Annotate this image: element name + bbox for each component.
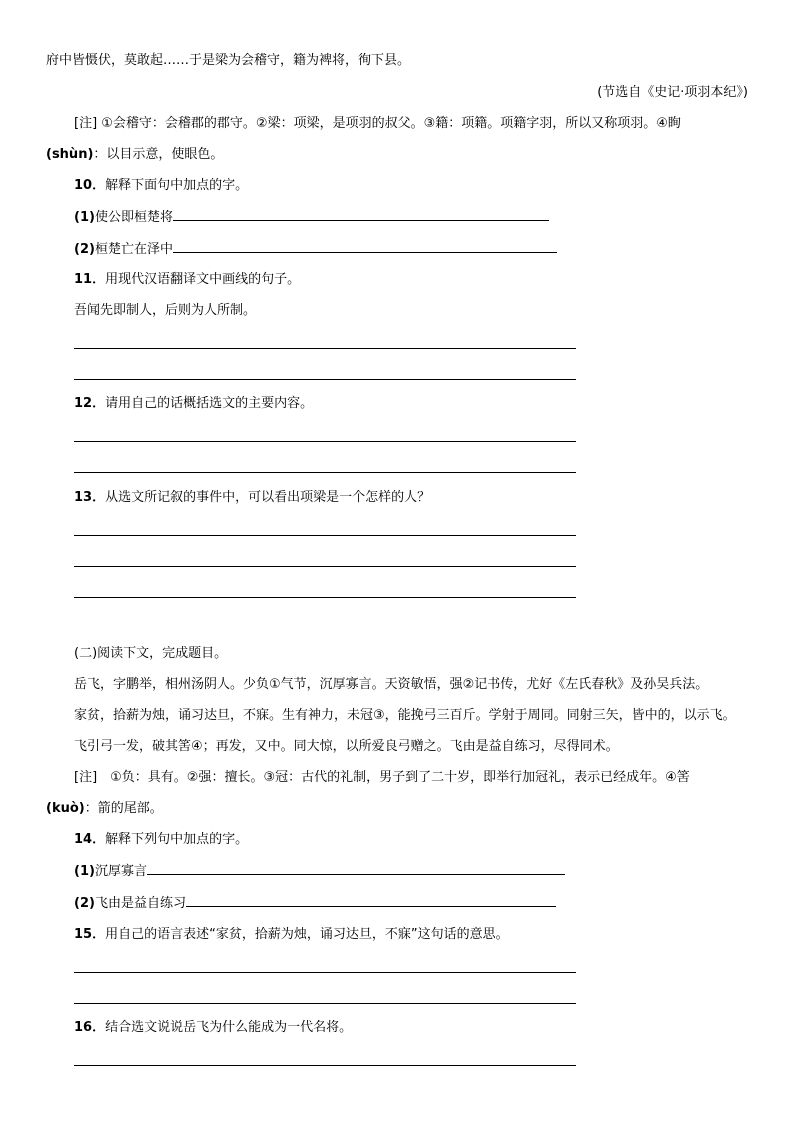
question-number: 10． (74, 178, 106, 193)
question-text: 请用自己的话概括选文的主要内容。 (105, 396, 314, 411)
answer-line[interactable] (74, 972, 576, 973)
question-11 (74, 271, 300, 289)
question-14-item-1 (74, 862, 565, 881)
question-text: 用现代汉语翻译文中画线的句子。 (105, 272, 301, 287)
passage2-note-line1: [注] ①负：具有。②强：擅长。③冠：古代的礼制，男子到了二十岁，即举行加冠礼，表示已经成年。④筈 (74, 770, 690, 785)
note-pinyin-kuo: (kuò) (46, 801, 85, 816)
question-13 (74, 489, 430, 507)
question-10-item-2 (74, 240, 557, 259)
note-pinyin-shun: (shùn) (46, 147, 94, 162)
item-label: (1) (74, 210, 95, 225)
item-text: 沉厚寡言 (94, 864, 147, 879)
answer-line[interactable] (74, 535, 576, 536)
answer-blank[interactable] (173, 240, 557, 253)
question-10-item-1 (74, 208, 549, 227)
answer-blank[interactable] (173, 208, 549, 221)
item-label: (2) (74, 896, 95, 911)
answer-line[interactable] (74, 1003, 576, 1004)
question-number: 15． (74, 927, 106, 942)
answer-blank[interactable] (186, 894, 556, 907)
section-2-heading: (二)阅读下文，完成题目。 (74, 646, 228, 661)
question-text: 结合选文说说岳飞为什么能成为一代名将。 (105, 1020, 353, 1035)
question-14 (74, 831, 248, 849)
passage1-note-line2 (46, 146, 223, 164)
item-text: 使公即桓楚将 (94, 210, 173, 225)
question-number: 12． (74, 396, 106, 411)
question-text: 解释下面句中加点的字。 (105, 178, 249, 193)
question-number: 16． (74, 1020, 106, 1035)
answer-line[interactable] (74, 472, 576, 473)
passage1-closing-line: 府中皆慑伏，莫敢起……于是梁为会稽守，籍为裨将，徇下县。 (46, 53, 411, 68)
passage2-line3: 飞引弓一发，破其筈④；再发，又中。同大惊，以所爱良弓赠之。飞由是益自练习，尽得同术。 (74, 739, 619, 754)
answer-line[interactable] (74, 379, 576, 380)
question-14-item-2 (74, 894, 556, 913)
passage2-line2: 家贫，拾薪为烛，诵习达旦，不寐。生有神力，未冠③，能挽弓三百斤。学射于周同。同射三矢，皆中的，以示飞。 (74, 708, 736, 723)
question-10 (74, 177, 248, 195)
answer-line[interactable] (74, 348, 576, 349)
note-definition: ：箭的尾部。 (84, 801, 163, 816)
question-text: 解释下列句中加点的字。 (105, 832, 249, 847)
question-number: 13． (74, 490, 106, 505)
passage2-line1: 岳飞，字鹏举，相州汤阴人。少负①气节，沉厚寡言。天资敏悟，强②记书传，尤好《左氏春秋》及孙吴兵法。 (74, 677, 709, 692)
answer-line[interactable] (74, 1065, 576, 1066)
question-number: 11． (74, 272, 106, 287)
item-text: 飞由是益自练习 (94, 896, 186, 911)
note-definition: ：以目示意，使眼色。 (93, 147, 224, 162)
passage2-note-line2 (46, 800, 163, 818)
item-label: (2) (74, 242, 95, 257)
question-text: 用自己的语言表述“家贫，拾薪为烛，诵习达旦，不寐”这句话的意思。 (105, 927, 509, 942)
answer-blank[interactable] (147, 862, 565, 875)
question-11-sentence: 吾闻先即制人，后则为人所制。 (74, 303, 257, 318)
answer-line[interactable] (74, 441, 576, 442)
item-text: 桓楚亡在泽中 (94, 242, 173, 257)
question-12 (74, 395, 313, 413)
question-text: 从选文所记叙的事件中，可以看出项梁是一个怎样的人？ (105, 490, 431, 505)
item-label: (1) (74, 864, 95, 879)
answer-line[interactable] (74, 597, 576, 598)
question-number: 14． (74, 832, 106, 847)
question-16 (74, 1019, 352, 1037)
passage1-source: (节选自《史记·项羽本纪》) (597, 85, 748, 100)
answer-line[interactable] (74, 566, 576, 567)
question-15 (74, 926, 509, 944)
passage1-note-line1: [注] ①会稽守：会稽郡的郡守。②梁：项梁，是项羽的叔父。③籍：项籍。项籍字羽，所以又称项羽。④眴 (74, 116, 681, 131)
